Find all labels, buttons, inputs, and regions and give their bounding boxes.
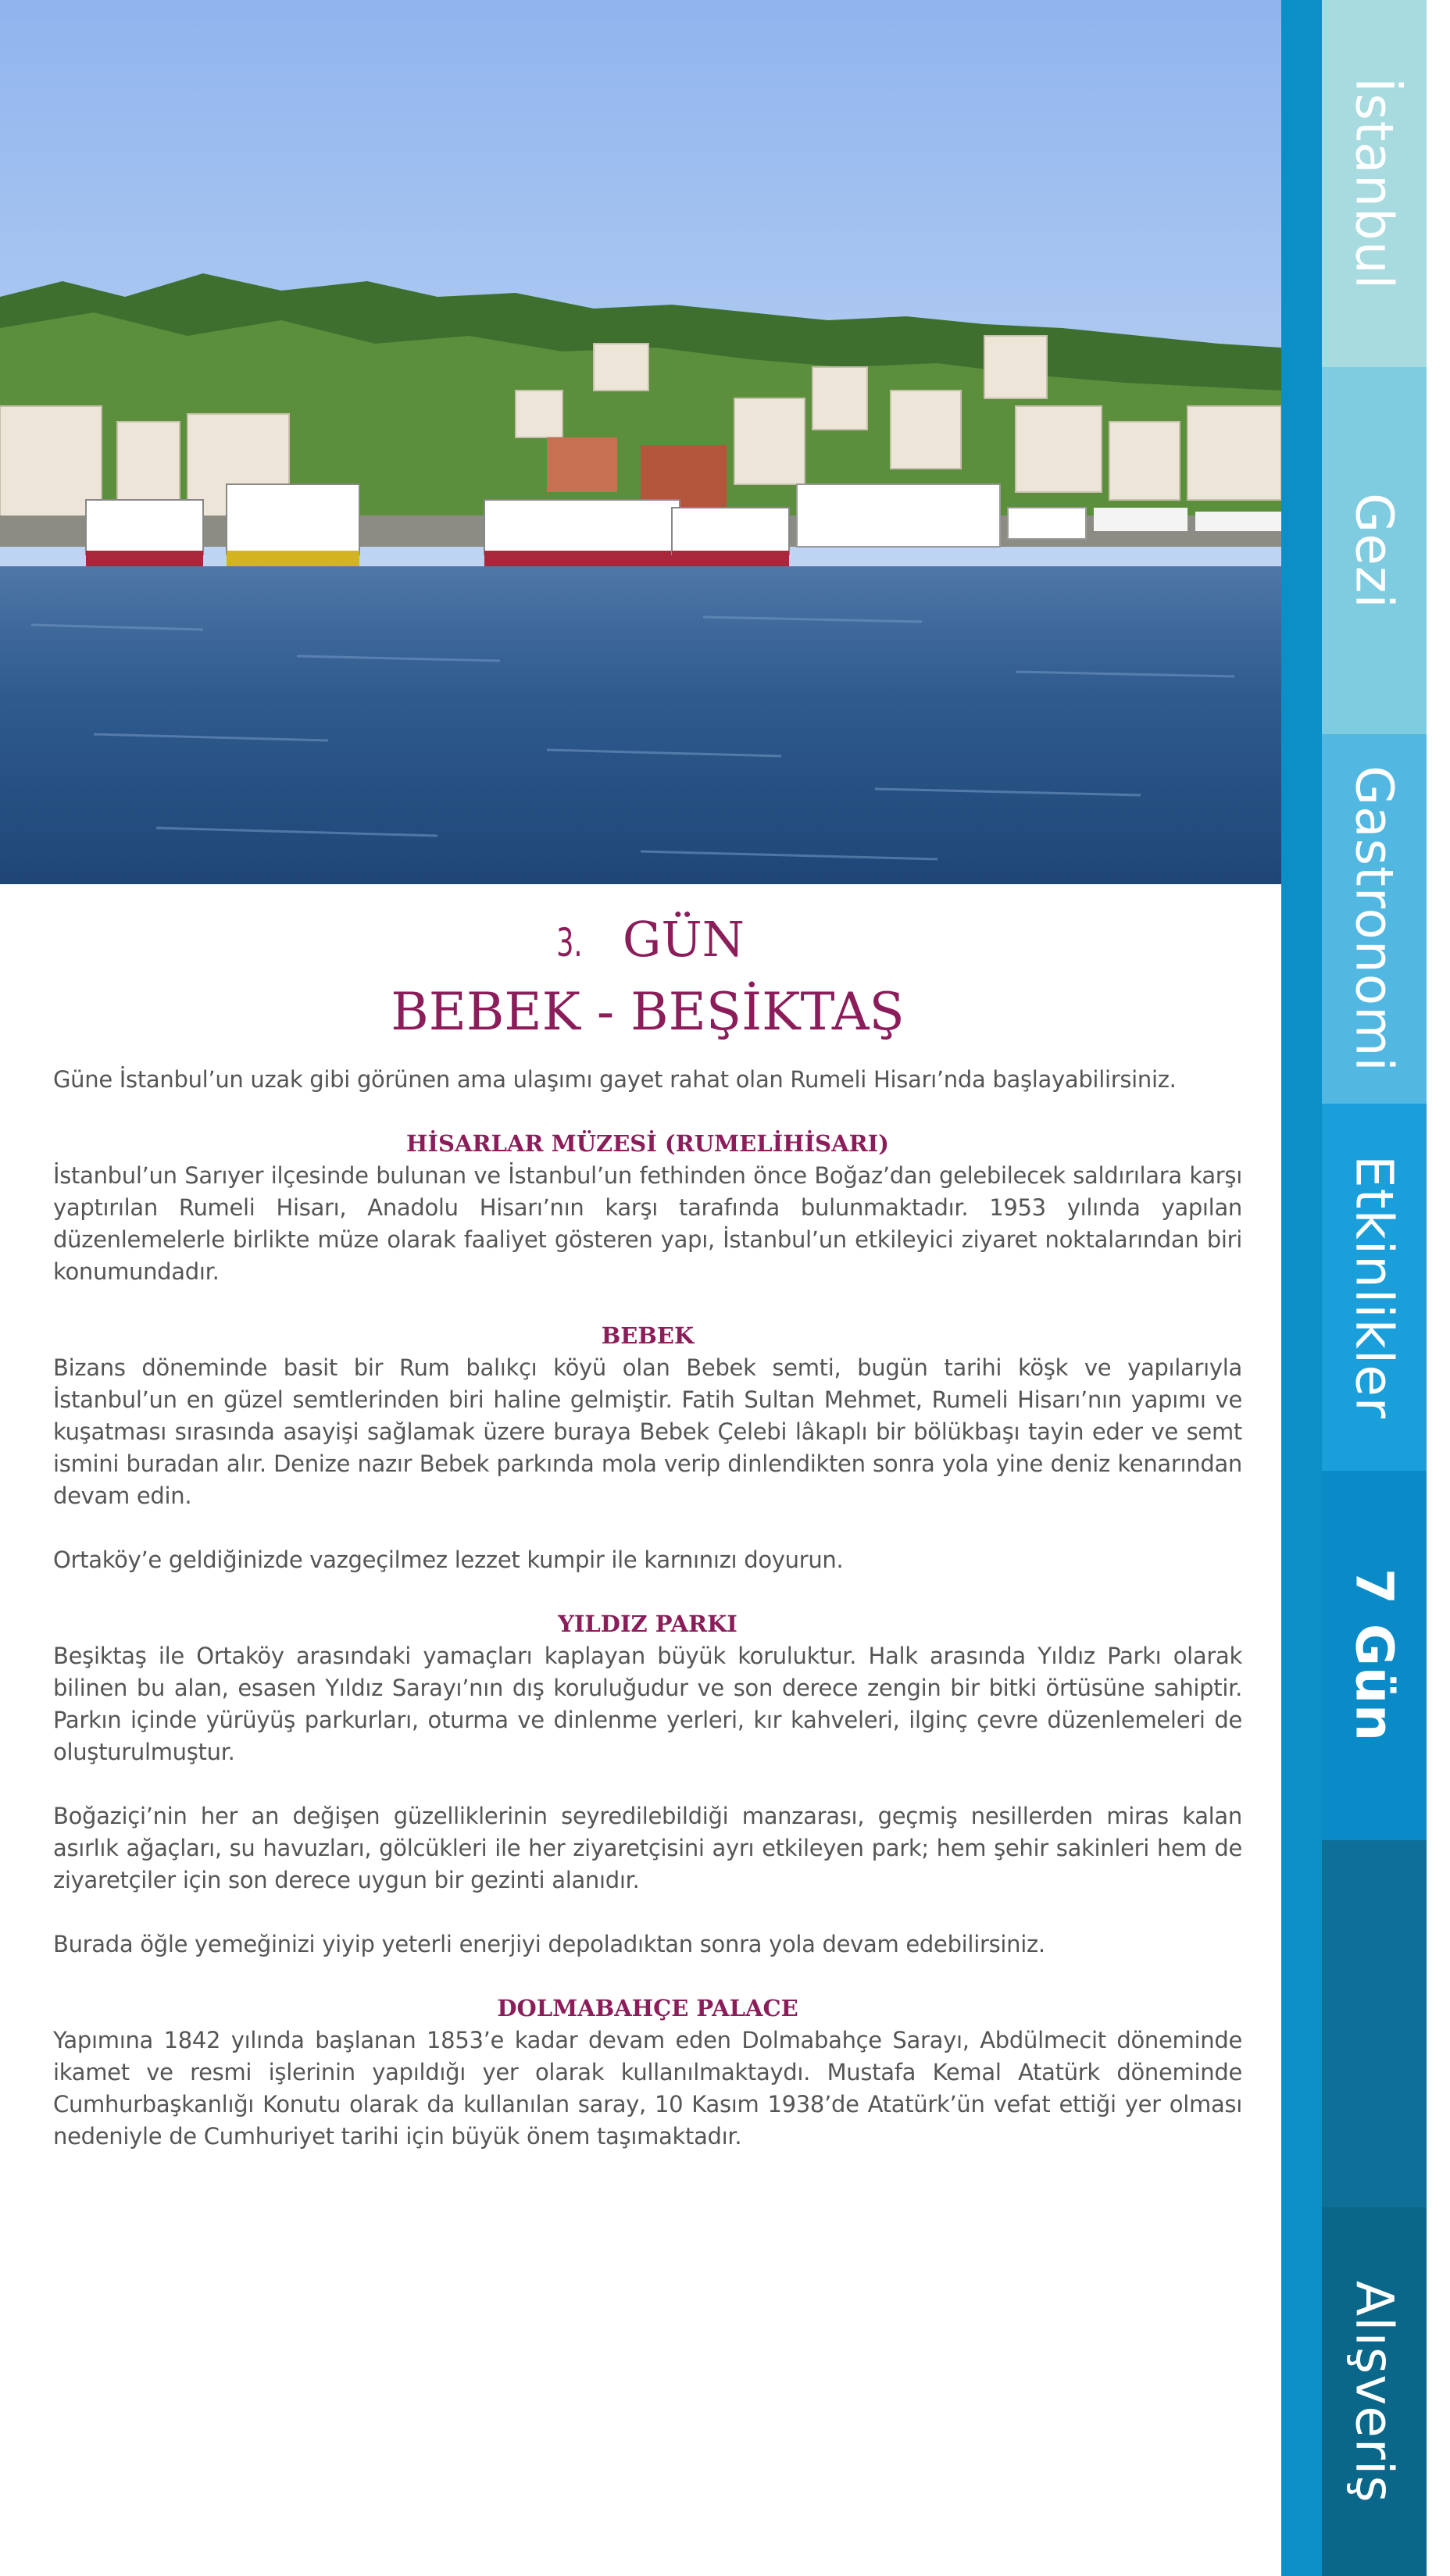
section-text-hisarlar: İstanbul’un Sarıyer ilçesinde bulunan ve İstanbul’un fethinden önce Boğaz’dan gelebilecek saldırılara karşı yaptırılan Rumeli Hisarı, Anadolu Hisarı’nın karşı tarafında bulunmaktadır. 1953 yılında yapılan düzenlemelerle birlikte müze olarak faaliyet gösteren yapı, İstanbul’un etkileyici ziyaret noktalarından biri konumundadır. bbox=[53, 1162, 1242, 1285]
bosphorus-image bbox=[0, 0, 1281, 884]
tab-label: Gastronomi bbox=[1344, 765, 1405, 1072]
section-heading-dolmabahce: DOLMABAHÇE PALACE bbox=[497, 1995, 798, 2021]
route-title: BEBEK - BEŞİKTAŞ bbox=[391, 982, 905, 1042]
tab-blank-5[interactable] bbox=[1322, 1840, 1427, 2207]
day-content bbox=[53, 906, 1242, 2153]
page-edge bbox=[1427, 0, 1450, 2576]
tab-label: Etkinlikler bbox=[1344, 1155, 1405, 1419]
section-heading-yildiz: YILDIZ PARKI bbox=[558, 1611, 738, 1637]
section-text-lunch: Burada öğle yemeğinizi yiyip yeterli enerjiyi depoladıktan sonra yola devam edebilirsiniz. bbox=[53, 1931, 1045, 1957]
section-tabs bbox=[1322, 0, 1427, 2576]
hero-photo bbox=[0, 0, 1281, 884]
tab-label: Gezi bbox=[1344, 492, 1405, 609]
section-text-bebek: Bizans döneminde basit bir Rum balıkçı köyü olan Bebek semti, bugün tarihi köşk ve yapılarıyla İstanbul’un en güzel semtlerinden biri haline gelmiştir. Fatih Sultan Mehmet, Rumeli Hisarı’nın yapımı ve kuşatması sırasında asayişi sağlamak üzere buraya Bebek Çelebi lâkaplı bir bölükbaşı tayin eder ve semt ismini buradan alır. Denize nazır Bebek parkında mola verip dinlendikten sonra yola yine deniz kenarından devam edin. bbox=[53, 1354, 1242, 1509]
section-text-yildiz-2: Boğaziçi’nin her an değişen güzelliklerinin seyredilebildiği manzarası, geçmiş nesillerden miras kalan asırlık ağaçları, su havuzları, gölcükleri ile her ziyaretçisini ayrı etkileyen park; hem şehir sakinleri hem de ziyaretçiler için son derece uygun bir gezinti alanıdır. bbox=[53, 1803, 1242, 1893]
tab-label: Alışveriş bbox=[1344, 2280, 1405, 2503]
section-heading-hisarlar: HİSARLAR MÜZESİ (RUMELİHİSARI) bbox=[406, 1130, 889, 1157]
tab-etkinlikler[interactable] bbox=[1322, 1104, 1427, 1471]
tab-gastronomi[interactable] bbox=[1322, 734, 1427, 1104]
day-number: 3. bbox=[556, 920, 583, 965]
section-heading-bebek: BEBEK bbox=[601, 1322, 695, 1349]
tab-label: İstanbul bbox=[1344, 77, 1405, 291]
tab-alışveriş[interactable] bbox=[1322, 2207, 1427, 2576]
section-text-yildiz: Beşiktaş ile Ortaköy arasındaki yamaçları kaplayan büyük koruluktur. Halk arasında Yıldız Parkı olarak bilinen bu alan, esasen Yıldız Sarayı’nın dış koruluğudur ve son derece zengin bir bitki örtüsüne sahiptir. Parkın içinde yürüyüş parkurları, oturma ve dinlenme yerleri, kır kahveleri, ilginç çevre düzenlemeleri de oluşturulmuştur. bbox=[53, 1643, 1242, 1765]
tab-i-stanbul[interactable] bbox=[1322, 0, 1427, 367]
tab-7-gün[interactable] bbox=[1322, 1471, 1427, 1840]
side-accent-strip bbox=[1281, 0, 1322, 2576]
day-title bbox=[53, 906, 1242, 1048]
tab-gezi[interactable] bbox=[1322, 367, 1427, 734]
section-text-dolmabahce: Yapımına 1842 yılında başlanan 1853’e kadar devam eden Dolmabahçe Sarayı, Abdülmecit döneminde ikamet ve resmi işlerinin yapıldığı yer olarak kullanılmaktaydı. Mustafa Kemal Atatürk döneminde Cumhurbaşkanlığı Konutu olarak da kullanılan saray, 10 Kasım 1938’de Atatürk’ün vefat ettiği yer olması nedeniyle de Cumhuriyet tarihi için büyük önem taşımaktadır. bbox=[53, 2027, 1242, 2150]
tab-label: 7 Gün bbox=[1344, 1568, 1405, 1743]
day-word: GÜN bbox=[622, 911, 745, 968]
section-text-ortakoy: Ortaköy’e geldiğinizde vazgeçilmez lezzet kumpir ile karnınızı doyurun. bbox=[53, 1547, 844, 1573]
intro-paragraph: Güne İstanbul’un uzak gibi görünen ama ulaşımı gayet rahat olan Rumeli Hisarı’nda başlayabilirsiniz. bbox=[53, 1066, 1177, 1093]
